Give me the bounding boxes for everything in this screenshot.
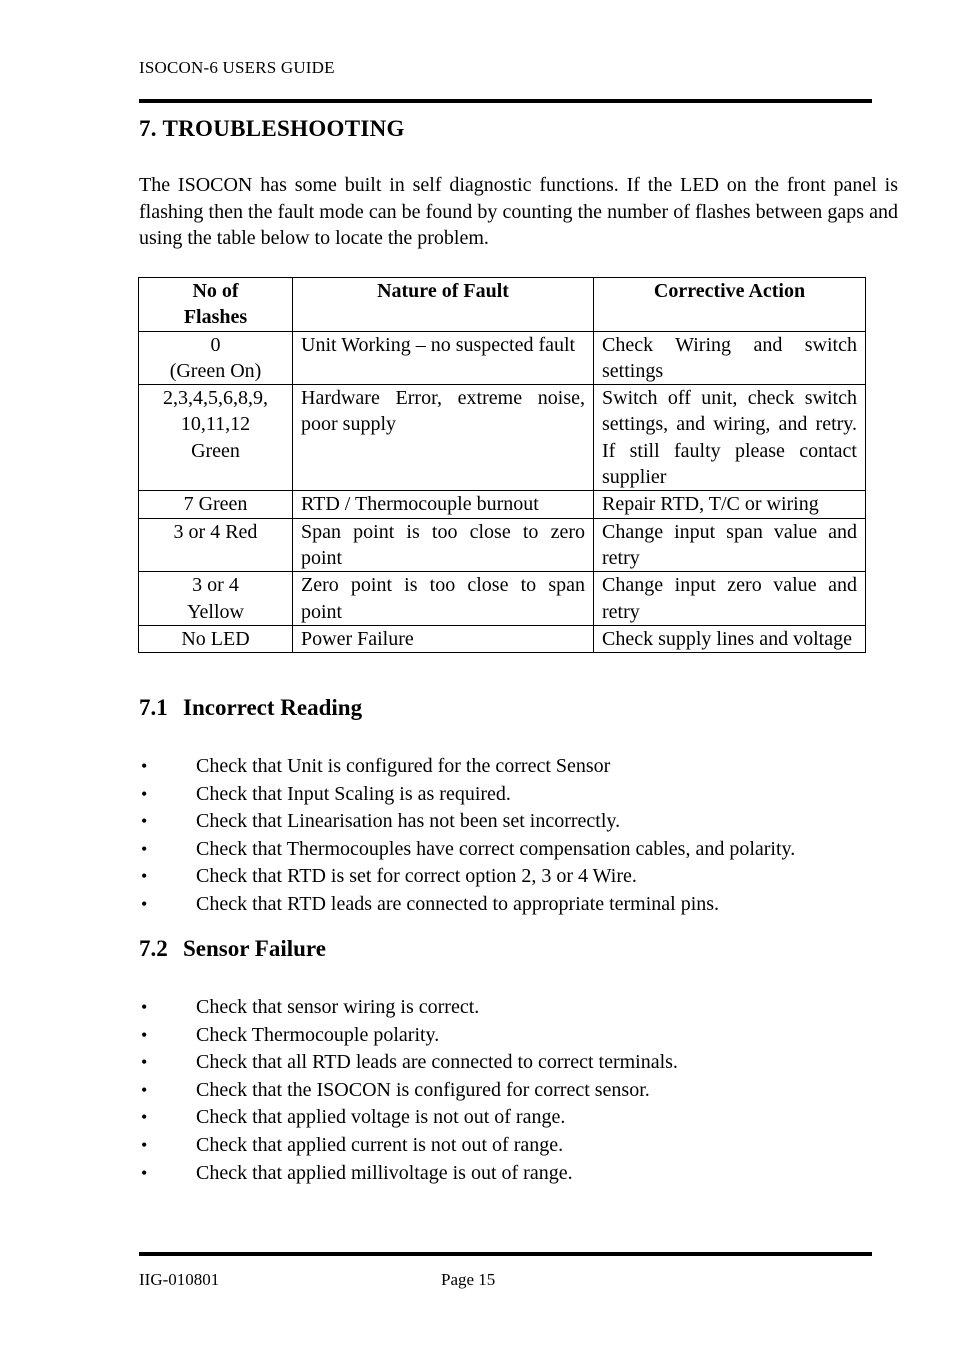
list-item: • Check Thermocouple polarity. xyxy=(139,1022,678,1050)
flashes-cell: 2,3,4,5,6,8,9, 10,11,12 Green xyxy=(139,385,293,491)
action-cell: Switch off unit, check switch settings, and wiring, and retry. If still faulty please contact supplier xyxy=(594,385,866,491)
fault-cell: Unit Working – no suspected fault xyxy=(293,331,594,385)
table-row xyxy=(139,385,866,491)
flashes-cell: 3 or 4 Red xyxy=(139,518,293,572)
column-header-flashes: No of Flashes xyxy=(139,278,293,332)
list-item: • Check that all RTD leads are connected to correct terminals. xyxy=(139,1049,678,1077)
list-item: • Check that RTD is set for correct option 2, 3 or 4 Wire. xyxy=(139,863,795,891)
list-item: • Check that sensor wiring is correct. xyxy=(139,994,678,1022)
subsection-number: 7.2 xyxy=(139,936,168,961)
list-item: • Check that applied millivoltage is out of range. xyxy=(139,1160,678,1188)
section-heading: 7. TROUBLESHOOTING xyxy=(139,116,405,141)
footer-rule xyxy=(139,1252,872,1256)
sensor-failure-list xyxy=(139,994,678,1187)
table-header-row xyxy=(139,278,866,332)
list-item: • Check that Unit is configured for the correct Sensor xyxy=(139,753,795,781)
table-row xyxy=(139,491,866,518)
fault-cell: RTD / Thermocouple burnout xyxy=(293,491,594,518)
action-cell: Check supply lines and voltage xyxy=(594,625,866,652)
footer-document-id: IIG-010801 xyxy=(139,1270,220,1289)
list-item: • Check that the ISOCON is configured for correct sensor. xyxy=(139,1077,678,1105)
subsection-heading-sensor-failure xyxy=(139,936,326,962)
flashes-cell: 3 or 4 Yellow xyxy=(139,572,293,626)
fault-cell: Power Failure xyxy=(293,625,594,652)
header-rule xyxy=(139,99,872,103)
list-item: • Check that Linearisation has not been set incorrectly. xyxy=(139,808,795,836)
incorrect-reading-list xyxy=(139,753,795,919)
table-row xyxy=(139,331,866,385)
action-cell: Check Wiring and switch settings xyxy=(594,331,866,385)
subsection-heading-incorrect-reading xyxy=(139,695,362,721)
subsection-title: Incorrect Reading xyxy=(183,695,363,720)
table-row xyxy=(139,572,866,626)
fault-cell: Zero point is too close to span point xyxy=(293,572,594,626)
action-cell: Change input span value and retry xyxy=(594,518,866,572)
table-row xyxy=(139,625,866,652)
fault-table xyxy=(138,277,866,653)
subsection-title: Sensor Failure xyxy=(183,936,326,961)
list-item: • Check that RTD leads are connected to appropriate terminal pins. xyxy=(139,891,795,919)
flashes-cell: 7 Green xyxy=(139,491,293,518)
column-header-action: Corrective Action xyxy=(594,278,866,332)
intro-paragraph: The ISOCON has some built in self diagnostic functions. If the LED on the front panel is flashing then the fault mode can be found by counting the number of flashes between gaps and using the table below to locate the problem. xyxy=(139,174,898,249)
column-header-fault: Nature of Fault xyxy=(293,278,594,332)
subsection-number: 7.1 xyxy=(139,695,168,720)
footer-page-number: Page 15 xyxy=(441,1270,496,1289)
list-item: • Check that applied voltage is not out of range. xyxy=(139,1104,678,1132)
action-cell: Repair RTD, T/C or wiring xyxy=(594,491,866,518)
fault-cell: Span point is too close to zero point xyxy=(293,518,594,572)
fault-cell: Hardware Error, extreme noise, poor supply xyxy=(293,385,594,491)
list-item: • Check that applied current is not out of range. xyxy=(139,1132,678,1160)
running-header: ISOCON-6 USERS GUIDE xyxy=(139,58,335,77)
list-item: • Check that Thermocouples have correct compensation cables, and polarity. xyxy=(139,836,795,864)
table-row xyxy=(139,518,866,572)
list-item: • Check that Input Scaling is as required. xyxy=(139,781,795,809)
flashes-cell: No LED xyxy=(139,625,293,652)
action-cell: Change input zero value and retry xyxy=(594,572,866,626)
flashes-cell: 0 (Green On) xyxy=(139,331,293,385)
